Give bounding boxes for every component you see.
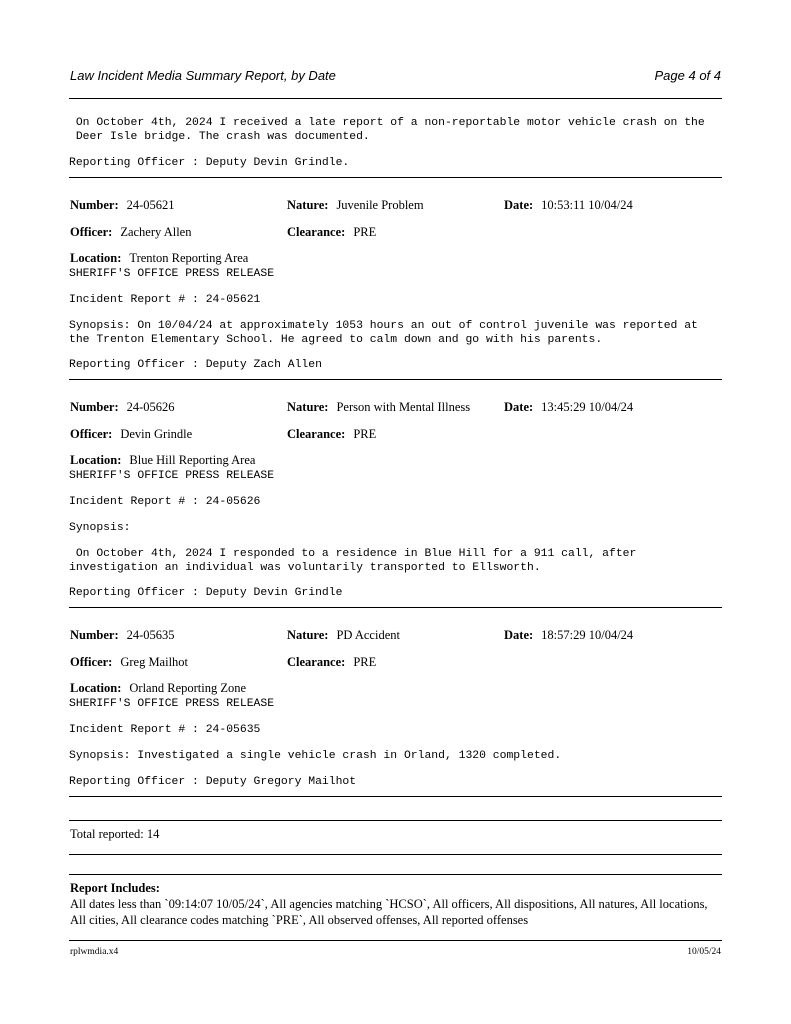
section-divider [69,379,722,380]
incident-date [504,400,633,415]
synopsis-label: Synopsis: [69,522,131,534]
officer-label: Officer: [70,225,113,239]
section-divider [69,607,722,608]
incident-nature [287,198,424,213]
press-release-line: SHERIFF'S OFFICE PRESS RELEASE [69,268,275,280]
incident-officer [70,427,192,442]
synopsis-line: Synopsis: On 10/04/24 at approximately 1053 hours an out of control juvenile was reported at [69,320,698,332]
synopsis-line: investigation an individual was voluntarily transported to Ellsworth. [69,562,541,574]
number-label: Number: [70,198,119,212]
incident-clearance [287,225,376,240]
footer-date: 10/05/24 [687,947,721,957]
incident-location [70,453,255,468]
incident-date-value: 18:57:29 10/04/24 [541,628,634,642]
incident-clearance-value: PRE [353,655,377,669]
incident-officer-value: Devin Grindle [120,427,193,441]
clearance-label: Clearance: [287,655,346,669]
incident-report-number: Incident Report # : 24-05635 [69,724,261,736]
clearance-label: Clearance: [287,427,346,441]
incident-nature-value: Juvenile Problem [336,198,424,212]
incident-report-number: Incident Report # : 24-05621 [69,294,261,306]
incident-number-value: 24-05626 [126,400,175,414]
synopsis-line: Synopsis: Investigated a single vehicle crash in Orland, 1320 completed. [69,750,562,762]
incident-nature-value: Person with Mental Illness [336,400,471,414]
report-includes-text: All dates less than `09:14:07 10/05/24`, All agencies matching `HCSO`, All officers, All dispositions, All natures, All locations, All cities, All clearance codes matching `PRE`, All observed offenses, All reported offenses [70,897,708,927]
incident-date-value: 13:45:29 10/04/24 [541,400,634,414]
totals-bottom-divider [69,854,722,855]
number-label: Number: [70,400,119,414]
totals-top-divider [69,820,722,821]
incident-location [70,681,246,696]
incident-date-value: 10:53:11 10/04/24 [541,198,633,212]
location-label: Location: [70,453,122,467]
continued-synopsis-line: Deer Isle bridge. The crash was documented. [69,131,370,143]
incident-officer [70,225,191,240]
nature-label: Nature: [287,198,329,212]
incident-number [70,198,175,213]
incident-officer [70,655,188,670]
incident-number [70,400,175,415]
press-release-line: SHERIFF'S OFFICE PRESS RELEASE [69,698,275,710]
incident-date [504,628,633,643]
incident-location-value: Blue Hill Reporting Area [129,453,256,467]
officer-label: Officer: [70,427,113,441]
report-includes-heading: Report Includes: [70,881,160,895]
date-label: Date: [504,198,534,212]
continued-reporting-officer: Reporting Officer : Deputy Devin Grindle. [69,157,350,169]
report-title: Law Incident Media Summary Report, by Date [70,68,336,83]
incident-clearance [287,655,376,670]
incident-nature [287,628,400,643]
synopsis-line: the Trenton Elementary School. He agreed to calm down and go with his parents. [69,334,603,346]
footer-report-id: rplwmdia.x4 [70,947,119,957]
press-release-line: SHERIFF'S OFFICE PRESS RELEASE [69,470,275,482]
total-reported: Total reported: 14 [70,827,160,841]
incident-officer-value: Zachery Allen [120,225,192,239]
incident-number-value: 24-05635 [126,628,175,642]
synopsis-line: On October 4th, 2024 I responded to a residence in Blue Hill for a 911 call, after [69,548,637,560]
header-divider [69,98,722,99]
location-label: Location: [70,681,122,695]
number-label: Number: [70,628,119,642]
reporting-officer: Reporting Officer : Deputy Zach Allen [69,359,322,371]
incident-clearance [287,427,376,442]
location-label: Location: [70,251,122,265]
incident-nature-value: PD Accident [336,628,400,642]
includes-divider [69,874,722,875]
incident-date [504,198,633,213]
reporting-officer: Reporting Officer : Deputy Devin Grindle [69,587,343,599]
incident-number [70,628,175,643]
page-number: Page 4 of 4 [654,68,721,83]
incident-location-value: Orland Reporting Zone [129,681,247,695]
nature-label: Nature: [287,628,329,642]
section-divider [69,177,722,178]
incident-number-value: 24-05621 [126,198,175,212]
clearance-label: Clearance: [287,225,346,239]
incident-location-value: Trenton Reporting Area [129,251,249,265]
incident-clearance-value: PRE [353,427,377,441]
incident-nature [287,400,470,415]
section-divider [69,796,722,797]
reporting-officer: Reporting Officer : Deputy Gregory Mailhot [69,776,357,788]
date-label: Date: [504,400,534,414]
incident-clearance-value: PRE [353,225,377,239]
incident-location [70,251,248,266]
footer-divider [69,940,722,941]
nature-label: Nature: [287,400,329,414]
date-label: Date: [504,628,534,642]
officer-label: Officer: [70,655,113,669]
incident-officer-value: Greg Mailhot [120,655,189,669]
incident-report-number: Incident Report # : 24-05626 [69,496,261,508]
continued-synopsis-line: On October 4th, 2024 I received a late report of a non-reportable motor vehicle crash on the [69,117,705,129]
